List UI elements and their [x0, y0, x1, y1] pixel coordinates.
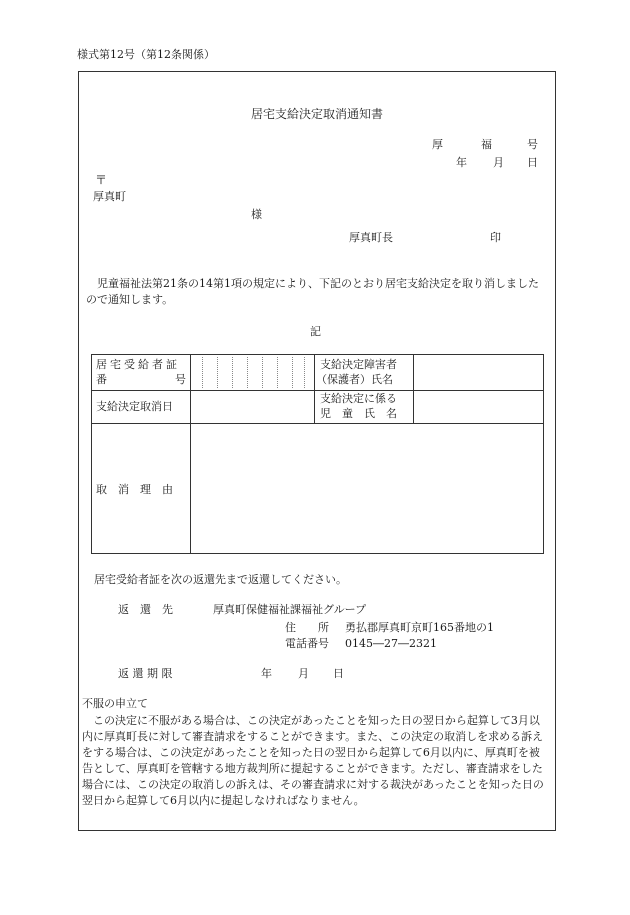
appeal-title: 不服の申立て — [82, 697, 148, 710]
address-label: 住 所 — [285, 621, 329, 634]
return-to-label: 返 還 先 — [118, 603, 173, 616]
cert-number-label-line2a: 番 — [96, 373, 107, 386]
date-year: 年 — [456, 156, 467, 169]
cert-number-label-line2b: 号 — [175, 373, 186, 386]
return-to-value: 厚真町保健福祉課福祉グループ — [213, 603, 367, 616]
recipient-town: 厚真町 — [93, 190, 126, 203]
guardian-label-line2: （保護者）氏名 — [316, 373, 393, 386]
doc-no-suffix: 号 — [527, 138, 538, 151]
cancel-date-label: 支給決定取消日 — [96, 400, 173, 413]
phone-value: 0145―27―2321 — [345, 637, 437, 650]
phone-label: 電話番号 — [285, 637, 329, 650]
document-title: 居宅支給決定取消通知書 — [251, 107, 384, 121]
guardian-label-line1: 支給決定障害者 — [320, 358, 397, 371]
address-value: 勇払郡厚真町京町165番地の1 — [345, 621, 494, 634]
info-table — [91, 354, 544, 554]
child-label-line1: 支給決定に係る — [320, 392, 397, 405]
date-day: 日 — [527, 156, 538, 169]
body-text: 児童福祉法第21条の14第1項の規定により、下記のとおり居宅支給決定を取り消しましたので通知します。 — [86, 277, 539, 306]
cert-number-label-line1: 居宅受給者証 — [96, 358, 180, 371]
form-number: 様式第12号（第12条関係） — [77, 48, 215, 61]
appeal-text: この決定に不服がある場合は、この決定があったことを知った日の翌日から起算して3月以内に厚真町長に対して審査請求をすることができます。また、この決定の取消しを求める訴えをする場合は、この決定があったことを知った日の翌日から起算して6月以内に、厚真町を被告として、厚真町を管轄する地方裁判所に提起することができます。ただし、審査請求をした場合には、この決定の取消しの訴えは、その審査請求に対する裁決があったことを知った日の翌日から起算して6月以内に提起しなければなりません。 — [82, 714, 544, 807]
recipient-honorific: 様 — [251, 208, 262, 221]
seal-mark: 印 — [490, 231, 501, 244]
doc-no-office: 福 — [481, 138, 492, 151]
issuer-mayor: 厚真町長 — [349, 231, 393, 244]
return-instruction: 居宅受給者証を次の返還先まで返還してください。 — [94, 573, 347, 586]
ki-label: 記 — [310, 325, 321, 338]
deadline-label: 返 還 期 限 — [118, 667, 173, 680]
deadline-year: 年 — [261, 667, 272, 680]
doc-no-prefix: 厚 — [432, 138, 443, 151]
deadline-day: 日 — [333, 667, 344, 680]
date-month: 月 — [493, 156, 504, 169]
deadline-month: 月 — [298, 667, 309, 680]
reason-label: 取 消 理 由 — [96, 483, 173, 496]
child-label-line2: 児 童 氏 名 — [320, 407, 397, 420]
postal-mark: 〒 — [95, 173, 108, 187]
